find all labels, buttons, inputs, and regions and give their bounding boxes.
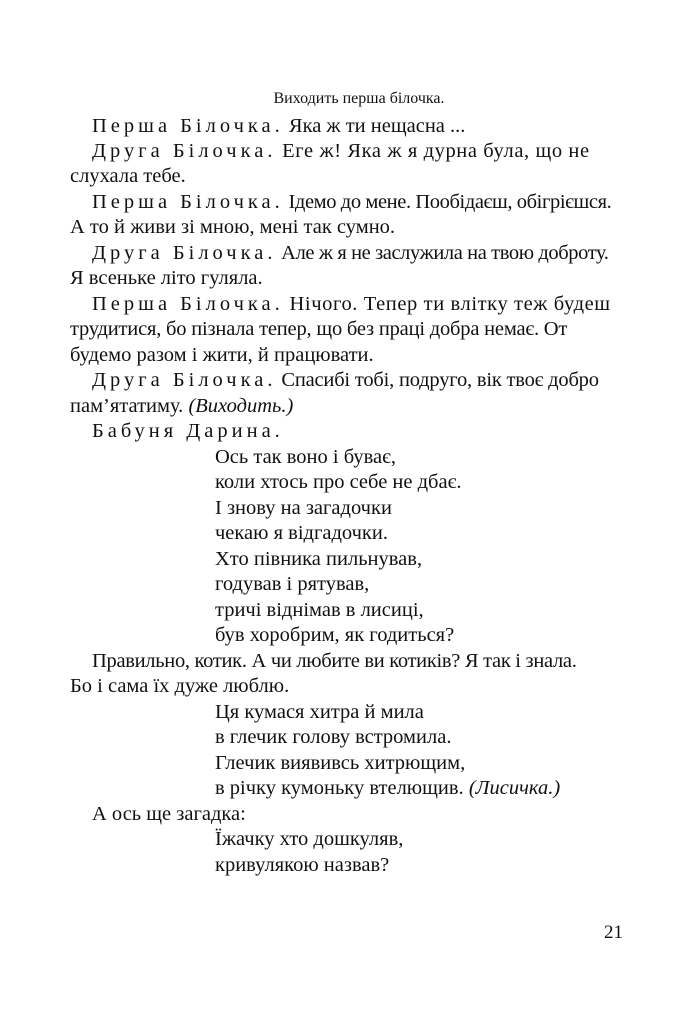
poem-line: в глечик голову встромила. <box>215 726 452 748</box>
poem-line: кривулякою назвав? <box>215 854 390 876</box>
dialogue-text: Але ж я не заслужила на твою доброту. <box>276 242 609 264</box>
speaker-name: Бабуня Дарина. <box>92 420 284 442</box>
stage-direction: Виходить перша білочка. <box>273 90 445 107</box>
speaker-name: Друга Білочка. <box>92 369 277 391</box>
dialogue-line <box>70 393 293 419</box>
dialogue-line <box>92 240 609 266</box>
riddle-answer: (Лисичка.) <box>468 777 561 799</box>
poem-text: в річку кумоньку втелющив. <box>215 777 464 799</box>
speaker-name: Друга Білочка. <box>92 242 277 264</box>
dialogue-text: Спасибі тобі, подруго, вік твоє добро <box>276 369 599 391</box>
poem-line: тричі віднімав в лисиці, <box>215 599 424 621</box>
dialogue-line: будемо разом і жити, й працювати. <box>70 344 374 366</box>
poem-line <box>215 775 560 801</box>
dialogue-line <box>92 138 626 164</box>
dialogue-line <box>92 113 465 139</box>
dialogue-line <box>92 189 611 215</box>
poem-line: Ось так воно і буває, <box>215 446 397 468</box>
dialogue-text: Еге ж! Яка ж я дурна була, що не <box>276 140 590 162</box>
poem-line: Глечик виявивсь хитрющим, <box>215 752 466 774</box>
dialogue-text: пам’ятатиму. <box>70 395 184 417</box>
dialogue-text: Яка ж ти нещасна ... <box>283 115 466 137</box>
dialogue-line: Я всеньке літо гуляла. <box>70 267 263 289</box>
poem-line: Хто півника пильнував, <box>215 548 423 570</box>
dialogue-line: слухала тебе. <box>70 165 186 187</box>
speaker-name: Перша Білочка. <box>92 115 284 137</box>
page-number: 21 <box>604 922 623 943</box>
dialogue-text: Нічого. Тепер ти влітку теж будеш <box>283 293 611 315</box>
speaker-name: Перша Білочка. <box>92 191 284 213</box>
stage-remark: (Виходить.) <box>188 395 294 417</box>
dialogue-line <box>92 418 284 444</box>
prose-line: Правильно, котик. А чи любите ви котиків? Я так і знала. <box>92 650 577 672</box>
dialogue-line: трудитися, бо пізнала тепер, що без праці добра немає. От <box>70 318 568 340</box>
poem-line: годував і рятував, <box>215 573 370 595</box>
poem-line: Їжачку хто дошкуляв, <box>215 828 404 850</box>
dialogue-text: Ідемо до мене. Пообідаєш, обігрієшся. <box>283 191 612 213</box>
prose-line: Бо і сама їх дуже люблю. <box>70 675 290 697</box>
poem-line: чекаю я відгадочки. <box>215 522 388 544</box>
speaker-name: Перша Білочка. <box>92 293 284 315</box>
dialogue-line: А то й живи зі мною, мені так сумно. <box>70 216 396 238</box>
poem-line: І знову на загадочки <box>215 497 392 519</box>
speaker-name: Друга Білочка. <box>92 140 277 162</box>
dialogue-line <box>92 367 599 393</box>
poem-line: коли хтось про себе не дбає. <box>215 471 462 493</box>
prose-line: А ось ще загадка: <box>92 803 246 825</box>
dialogue-line <box>92 291 611 317</box>
poem-line: був хоробрим, як годиться? <box>215 624 455 646</box>
poem-line: Ця кумася хитра й мила <box>215 701 424 723</box>
